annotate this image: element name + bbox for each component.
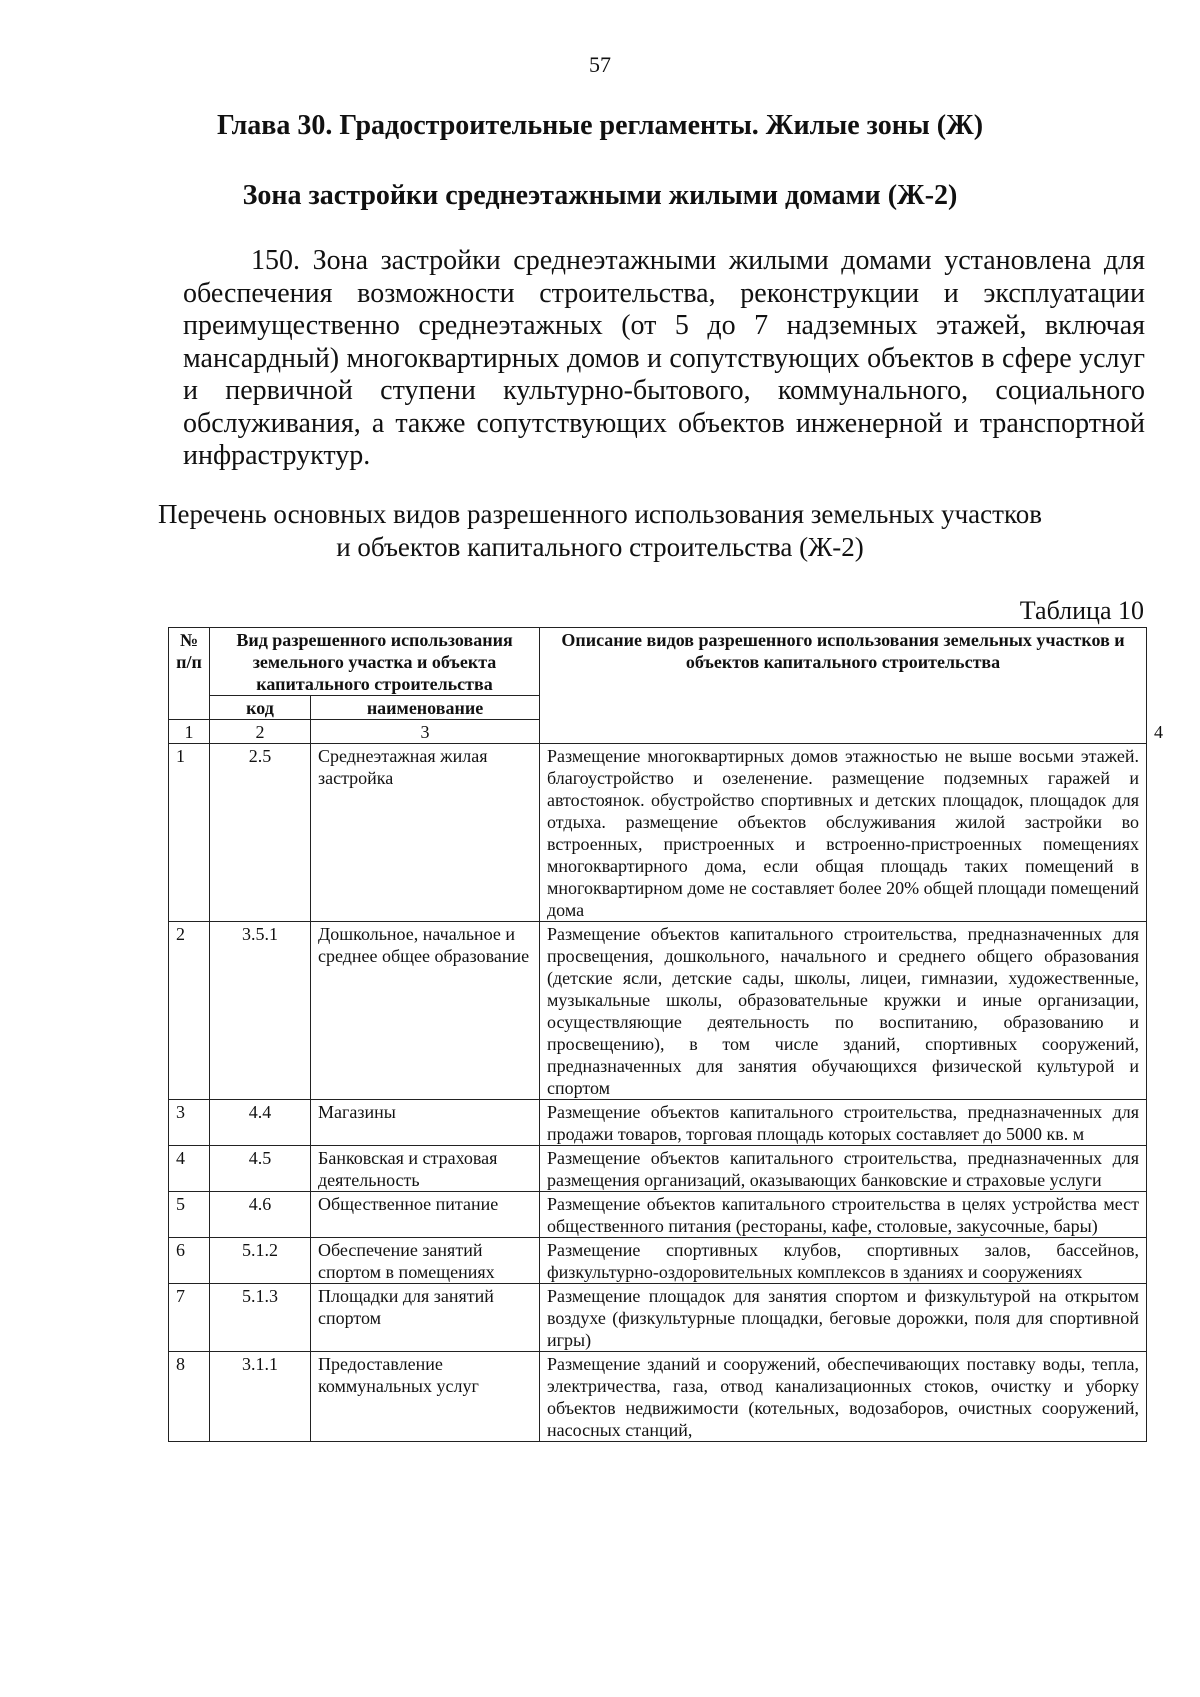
table-caption: Таблица 10 [1019, 596, 1144, 625]
row-code: 3.5.1 [210, 922, 311, 1100]
table-row [169, 744, 1147, 922]
row-number: 2 [169, 922, 210, 1100]
row-number: 4 [169, 1146, 210, 1192]
regulations-table [168, 627, 1164, 1442]
row-code: 4.6 [210, 1192, 311, 1238]
chapter-title: Глава 30. Градостроительные регламенты. Жилые зоны (Ж) [216, 110, 984, 141]
list-title-line-2: и объектов капитального строительства (Ж-2) [336, 532, 864, 562]
row-description: Размещение объектов капитального строительства в целях устройства мест общественного питания (рестораны, кафе, столовые, закусочные, бары) [540, 1192, 1147, 1238]
row-name: Дошкольное, начальное и среднее общее образование [311, 922, 540, 1100]
table-row [169, 1352, 1147, 1442]
paragraph-150: 150. Зона застройки среднеэтажными жилыми домами установлена для обеспечения возможности строительства, реконструкции и эксплуатации преимущественно среднеэтажных (от 5 до 7 надземных этажей, включая мансардный) многоквартирных домов и сопутствующих объектов в сфере услуг и первичной ступени культурно-бытового, коммунального, социального обслуживания, а также сопутствующих объектов инженерной и транспортной инфраструктур. [183, 245, 1145, 471]
row-description: Размещение объектов капитального строительства, предназначенных для продажи товаров, торговая площадь которых составляет до 5000 кв. м [540, 1100, 1147, 1146]
index-row: 1 2 3 4 [169, 720, 1147, 744]
row-name: Площадки для занятий спортом [311, 1284, 540, 1352]
header-description: Описание видов разрешенного использования земельных участков и объектов капитального строительства [540, 628, 1147, 744]
header-name: наименование [311, 696, 540, 720]
row-code: 4.5 [210, 1146, 311, 1192]
table-row [169, 1284, 1147, 1352]
row-description: Размещение объектов капитального строительства, предназначенных для просвещения, дошкольного, начального и среднего общего образования (детские ясли, детские сады, школы, лицеи, гимназии, художественные, музыкальные школы, образовательные кружки и иные организации, осуществляющие деятельность по воспитанию, образованию и просвещению), в том числе зданий, спортивных сооружений, предназначенных для занятия обучающихся физической культурой и спортом [540, 922, 1147, 1100]
header-num: № п/п [169, 628, 210, 720]
index-cell: 1 [169, 720, 210, 744]
row-name: Общественное питание [311, 1192, 540, 1238]
row-code: 5.1.2 [210, 1238, 311, 1284]
row-description: Размещение многоквартирных домов этажностью не выше восьми этажей. благоустройство и озеленение. размещение подземных гаражей и автостоянок. обустройство спортивных и детских площадок, площадок для отдыха. размещение объектов обслуживания жилой застройки во встроенных, пристроенных и встроенно-пристроенных помещениях многоквартирного дома, если общая площадь таких помещений в многоквартирном доме не составляет более 20% общей площади помещений дома [540, 744, 1147, 922]
table-row [169, 1238, 1147, 1284]
table-row [169, 1192, 1147, 1238]
row-name: Среднеэтажная жилая застройка [311, 744, 540, 922]
row-description: Размещение зданий и сооружений, обеспечивающих поставку воды, тепла, электричества, газа, отвод канализационных стоков, очистку и уборку объектов недвижимости (котельных, водозаборов, очистных сооружений, насосных станций, [540, 1352, 1147, 1442]
row-code: 4.4 [210, 1100, 311, 1146]
row-number: 1 [169, 744, 210, 922]
row-number: 3 [169, 1100, 210, 1146]
row-name: Банковская и страховая деятельность [311, 1146, 540, 1192]
row-name: Обеспечение занятий спортом в помещениях [311, 1238, 540, 1284]
table-row [169, 922, 1147, 1100]
row-description: Размещение объектов капитального строительства, предназначенных для размещения организаций, оказывающих банковские и страховые услуги [540, 1146, 1147, 1192]
row-number: 6 [169, 1238, 210, 1284]
table-row [169, 1146, 1147, 1192]
page-number: 57 [589, 52, 611, 77]
zone-title: Зона застройки среднеэтажными жилыми домами (Ж-2) [242, 180, 958, 211]
row-number: 5 [169, 1192, 210, 1238]
row-name: Предоставление коммунальных услуг [311, 1352, 540, 1442]
row-description: Размещение площадок для занятия спортом и физкультурой на открытом воздухе (физкультурные площадки, беговые дорожки, поля для спортивной игры) [540, 1284, 1147, 1352]
header-code: код [210, 696, 311, 720]
list-title [0, 498, 1200, 564]
row-description: Размещение спортивных клубов, спортивных залов, бассейнов, физкультурно-оздоровительных комплексов в зданиях и сооружениях [540, 1238, 1147, 1284]
index-cell: 2 [210, 720, 311, 744]
row-number: 7 [169, 1284, 210, 1352]
list-title-line-1: Перечень основных видов разрешенного использования земельных участков [158, 499, 1042, 529]
header-row [169, 628, 1147, 696]
table-row [169, 1100, 1147, 1146]
row-name: Магазины [311, 1100, 540, 1146]
row-code: 5.1.3 [210, 1284, 311, 1352]
header-type: Вид разрешенного использования земельного участка и объекта капитального строительства [210, 628, 540, 696]
row-number: 8 [169, 1352, 210, 1442]
row-code: 3.1.1 [210, 1352, 311, 1442]
index-cell: 3 [311, 720, 540, 744]
row-code: 2.5 [210, 744, 311, 922]
